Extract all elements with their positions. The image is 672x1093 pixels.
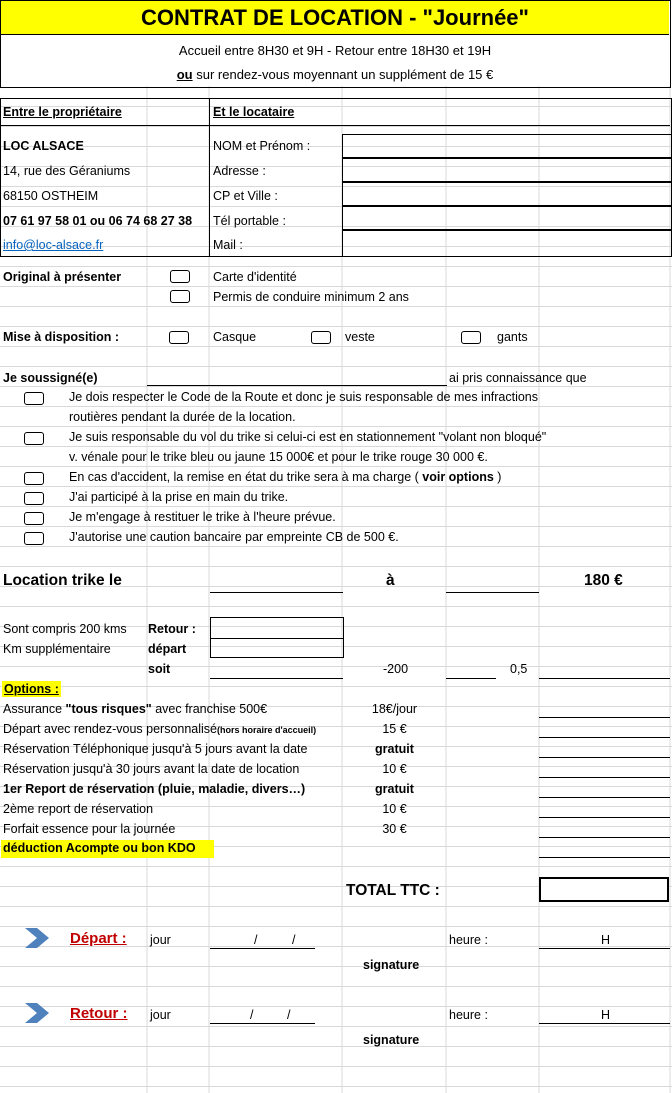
tenant-mail-label: Mail : bbox=[213, 238, 243, 252]
traffic-rules-text-2: routières pendant la durée de la location. bbox=[69, 410, 296, 424]
departure-date-sep-2: / bbox=[292, 933, 296, 947]
return-signature-label: signature bbox=[363, 1033, 420, 1047]
rental-date-line[interactable] bbox=[210, 592, 343, 593]
jacket-checkbox[interactable] bbox=[311, 331, 331, 344]
option-label bbox=[3, 721, 316, 738]
km-extra-total-line[interactable] bbox=[539, 678, 670, 679]
jacket-label: veste bbox=[345, 330, 375, 344]
option-label-bold: "tous risques" bbox=[65, 702, 152, 716]
theft-text-1: Je suis responsable du vol du trike si celui-ci est en stationnement "volant non bloqué" bbox=[69, 430, 547, 444]
accident-checkbox[interactable] bbox=[24, 472, 44, 485]
return-date-line[interactable] bbox=[210, 1023, 315, 1024]
departure-label: Départ : bbox=[70, 930, 127, 947]
see-options-text: voir options bbox=[422, 470, 494, 484]
option-amount-line[interactable] bbox=[539, 837, 670, 838]
owner-heading: Entre le propriétaire bbox=[3, 105, 122, 119]
km-return-field[interactable] bbox=[210, 617, 344, 639]
option-price: 30 € bbox=[382, 822, 407, 836]
total-label: TOTAL TTC : bbox=[346, 882, 440, 899]
km-total-label: soit bbox=[148, 662, 171, 676]
signatory-name-line[interactable] bbox=[147, 385, 447, 386]
option-price: gratuit bbox=[375, 742, 414, 756]
opening-hours: Accueil entre 8H30 et 9H - Retour entre 18H30 et 19H bbox=[178, 43, 492, 58]
option-price: 10 € bbox=[382, 802, 407, 816]
title-frame bbox=[0, 0, 671, 88]
option-label bbox=[3, 761, 299, 777]
option-label-pre: Assurance bbox=[3, 702, 66, 716]
option-label-pre: Réservation jusqu'à 30 jours avant la date de location bbox=[3, 762, 300, 776]
tenant-phone-label: Tél portable : bbox=[213, 214, 286, 228]
option-label bbox=[3, 821, 175, 837]
declaration-suffix: ai pris connaissance que bbox=[449, 371, 587, 385]
tenant-phone-field[interactable] bbox=[342, 206, 672, 230]
deduction-amount-line[interactable] bbox=[539, 857, 670, 858]
options-heading: Options : bbox=[4, 682, 59, 696]
declaration-label: Je soussigné(e) bbox=[3, 371, 98, 385]
option-label-bold: 1er Report de réservation (pluie, maladie, divers…) bbox=[3, 782, 306, 796]
owner-phone: 07 61 97 58 01 ou 06 74 68 27 38 bbox=[3, 214, 193, 228]
accident-text-close: ) bbox=[493, 470, 502, 484]
option-price: gratuit bbox=[375, 782, 414, 796]
helmet-checkbox[interactable] bbox=[169, 331, 189, 344]
km-total-line[interactable] bbox=[210, 678, 343, 679]
km-extra-count-line[interactable] bbox=[446, 678, 496, 679]
km-departure-field[interactable] bbox=[210, 638, 344, 658]
return-date-sep-2: / bbox=[287, 1008, 291, 1022]
traffic-rules-checkbox[interactable] bbox=[24, 392, 44, 405]
option-label-pre: 2ème report de réservation bbox=[3, 802, 154, 816]
km-included-label: Sont compris 200 kms bbox=[3, 622, 127, 636]
tenant-address-field[interactable] bbox=[342, 158, 672, 182]
option-price: 15 € bbox=[382, 722, 407, 736]
deposit-text: J'autorise une caution bancaire par empreinte CB de 500 €. bbox=[69, 530, 399, 544]
departure-signature-label: signature bbox=[363, 958, 420, 972]
accident-text bbox=[69, 469, 501, 485]
appointment-text: sur rendez-vous moyennant un supplément de 15 € bbox=[196, 67, 494, 82]
return-day-label: jour bbox=[150, 1008, 171, 1022]
tenant-name-label: NOM et Prénom : bbox=[213, 139, 311, 153]
deduction-label: déduction Acompte ou bon KDO bbox=[1, 840, 214, 858]
driving-licence-label: Permis de conduire minimum 2 ans bbox=[213, 290, 409, 304]
tenant-heading: Et le locataire bbox=[213, 105, 295, 119]
option-label bbox=[3, 701, 267, 717]
return-label: Retour : bbox=[70, 1005, 128, 1022]
theft-checkbox[interactable] bbox=[24, 432, 44, 445]
id-card-checkbox[interactable] bbox=[170, 270, 190, 283]
option-label-pre: Départ avec rendez-vous personnalisé bbox=[3, 722, 218, 736]
handover-checkbox[interactable] bbox=[24, 492, 44, 505]
gloves-label: gants bbox=[497, 330, 528, 344]
km-departure-label: départ bbox=[148, 642, 187, 656]
option-price: 10 € bbox=[382, 762, 407, 776]
departure-day-label: jour bbox=[150, 933, 171, 947]
return-date-sep-1: / bbox=[250, 1008, 254, 1022]
option-label bbox=[3, 741, 307, 757]
handover-text: J'ai participé à la prise en main du trike. bbox=[69, 490, 289, 504]
option-amount-line[interactable] bbox=[539, 777, 670, 778]
id-card-label: Carte d'identité bbox=[213, 270, 297, 284]
km-rate-value: 0,5 bbox=[510, 662, 528, 676]
parties-heading-rule bbox=[1, 125, 670, 126]
return-hour-unit: H bbox=[601, 1008, 611, 1022]
ou-text: ou bbox=[176, 67, 193, 82]
option-amount-line[interactable] bbox=[539, 757, 670, 758]
traffic-rules-text-1: Je dois respecter le Code de la Route et donc je suis responsable de mes infractions bbox=[69, 390, 539, 404]
return-time-checkbox[interactable] bbox=[24, 512, 44, 525]
total-amount-field[interactable] bbox=[539, 877, 669, 902]
parties-divider bbox=[209, 98, 210, 256]
return-time-label: heure : bbox=[449, 1008, 488, 1022]
km-allowance-value: -200 bbox=[383, 662, 409, 676]
contract-title: CONTRAT DE LOCATION - "Journée" bbox=[1, 1, 669, 35]
option-amount-line[interactable] bbox=[539, 817, 670, 818]
option-price: 18€/jour bbox=[371, 702, 418, 716]
accident-text-main: En cas d'accident, la remise en état du trike sera à ma charge ( bbox=[69, 470, 423, 484]
tenant-city-label: CP et Ville : bbox=[213, 189, 278, 203]
gloves-checkbox[interactable] bbox=[461, 331, 481, 344]
owner-city: 68150 OSTHEIM bbox=[3, 189, 99, 203]
tenant-mail-field[interactable] bbox=[342, 230, 672, 257]
chevron-right-icon bbox=[25, 928, 49, 948]
owner-email-link[interactable]: info@loc-alsace.fr bbox=[3, 238, 104, 252]
owner-name: LOC ALSACE bbox=[3, 139, 84, 153]
km-return-label: Retour : bbox=[148, 622, 196, 636]
driving-licence-checkbox[interactable] bbox=[170, 290, 190, 303]
departure-time-label: heure : bbox=[449, 933, 488, 947]
rental-date-label: Location trike le bbox=[3, 572, 122, 589]
departure-date-sep-1: / bbox=[254, 933, 258, 947]
rental-at-label: à bbox=[386, 572, 395, 589]
option-label bbox=[3, 801, 153, 817]
return-time-text: Je m'engage à restituer le trike à l'heure prévue. bbox=[69, 510, 336, 524]
option-label-pre: Forfait essence pour la journée bbox=[3, 822, 176, 836]
option-label-small: (hors horaire d'accueil) bbox=[217, 725, 317, 735]
return-time-line[interactable] bbox=[539, 1023, 670, 1024]
equipment-label: Mise à disposition : bbox=[3, 330, 119, 344]
chevron-right-icon bbox=[25, 1003, 49, 1023]
option-label-post: avec franchise 500€ bbox=[151, 702, 268, 716]
theft-text-2: v. vénale pour le trike bleu ou jaune 15 000€ et pour le trike rouge 30 000 €. bbox=[69, 450, 488, 464]
option-amount-line[interactable] bbox=[539, 717, 670, 718]
departure-hour-unit: H bbox=[601, 933, 611, 947]
owner-street: 14, rue des Géraniums bbox=[3, 164, 131, 178]
km-extra-label: Km supplémentaire bbox=[3, 642, 111, 656]
option-label bbox=[3, 781, 305, 797]
tenant-address-label: Adresse : bbox=[213, 164, 266, 178]
tenant-city-field[interactable] bbox=[342, 182, 672, 206]
deposit-checkbox[interactable] bbox=[24, 532, 44, 545]
rental-price: 180 € bbox=[584, 572, 623, 589]
option-amount-line[interactable] bbox=[539, 797, 670, 798]
departure-time-line[interactable] bbox=[539, 948, 670, 949]
option-amount-line[interactable] bbox=[539, 737, 670, 738]
departure-date-line[interactable] bbox=[210, 948, 315, 949]
documents-label: Original à présenter bbox=[3, 270, 122, 284]
option-label-pre: Réservation Téléphonique jusqu'à 5 jours avant la date bbox=[3, 742, 308, 756]
tenant-name-field[interactable] bbox=[342, 134, 672, 158]
helmet-label: Casque bbox=[213, 330, 257, 344]
rental-place-line[interactable] bbox=[446, 592, 539, 593]
